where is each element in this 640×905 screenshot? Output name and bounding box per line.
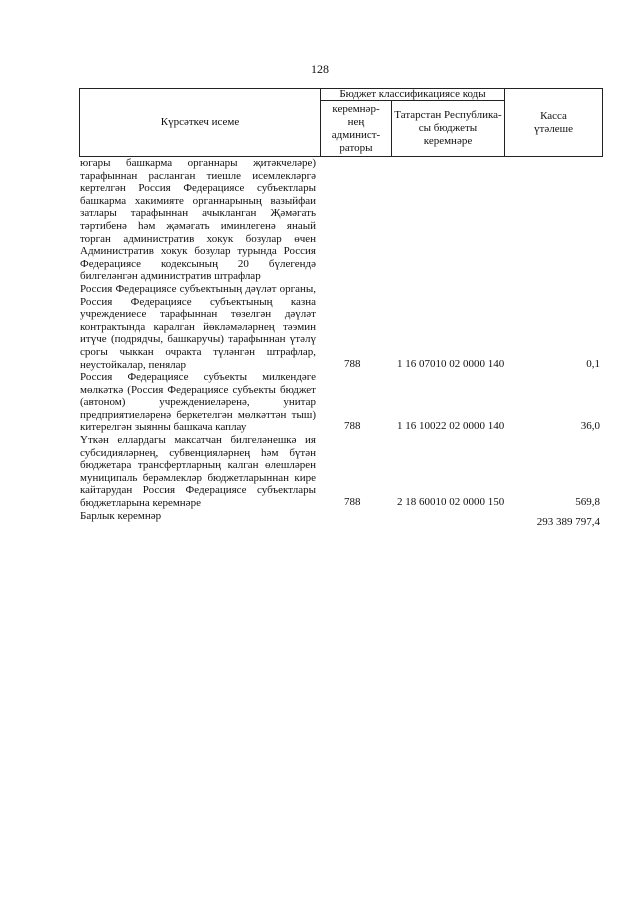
- row-description: югары башкарма органнары җитәкчеләре) тарафыннан расланган тиешле исемлекләргә кертелгән Россия Федерациясе субъектлары башкарма хакимияте органнарының вазыйфаи затлары тарафыннан ачыкланган Җәмәгать тәртибенә һәм җәмәгать иминлегенә янаый торган административ хокук бозулар өчен Административ хокук бозулар турында Россия Федерациясе кодексының 20 бүлегендә билгеләнгән административ штрафлар: [80, 157, 316, 283]
- table-row: [80, 283, 603, 371]
- table-row: [80, 434, 603, 510]
- header-indicator-name: Күрсәткеч исеме: [79, 88, 321, 157]
- table-header: [79, 88, 603, 157]
- row-income-code: 1 16 07010 02 0000 140: [397, 357, 505, 370]
- table-row: [80, 157, 603, 283]
- row-description: Россия Федерациясе субъектының дәүләт органы, Россия Федерациясе субъектының казна учреждениесе тарафыннан төзелгән дәүләт контрактында каралган йөкләмәләрнең тәэмин итүче (подрядчы, башкаручы) тарафыннан үтәлү срогы чыккан очракта түләнгән штрафлар, неустойкалар, пенялар: [80, 282, 316, 371]
- total-value: 293 389 797,4: [536, 515, 600, 528]
- row-admin-code: 788: [344, 496, 361, 509]
- header-cash-execution-text: Касса үтәлеше: [534, 109, 573, 135]
- table-body: [80, 157, 603, 526]
- page-number: 128: [311, 62, 329, 76]
- row-description: Үткән еллардагы максатчан билгеләнешкә ия субсидияләрнең, субвенцияләрнең һәм бүтән бюджетара трансфертларның калган өлешләрен муниципаль берәмлекләр бюджетларыннан кире кайтарудан Россия Федерациясе субъектлары бюджетларына керемнәре: [80, 434, 316, 510]
- header-republic-budget-revenues-text: Татарстан Республика- сы бюджеты керемнәре: [394, 109, 502, 147]
- table-row: [80, 371, 603, 434]
- row-amount: 36,0: [580, 420, 600, 433]
- total-label: Барлык керемнәр: [80, 509, 162, 522]
- header-revenue-administrators-text: керемнәр- нең админист- раторы: [331, 102, 381, 154]
- row-description: Россия Федерациясе субъекты милкендәге мөлкәткә (Россия Федерациясе субъекты бюджет (автоном) учреждениеләренә, унитар предприятиеләренә беркетелгән мөлкәттән тыш) китерелгән зыянны башкача каплау: [80, 371, 316, 434]
- row-amount: 569,8: [575, 496, 600, 509]
- row-amount: 0,1: [586, 357, 600, 370]
- row-income-code: 2 18 60010 02 0000 150: [397, 496, 505, 509]
- header-revenue-administrators: [320, 100, 392, 157]
- row-admin-code: 788: [344, 357, 361, 370]
- header-budget-classification-code: Бюджет классификациясе коды: [320, 88, 505, 101]
- total-row: [80, 510, 603, 526]
- row-admin-code: 788: [344, 420, 361, 433]
- header-republic-budget-revenues: [391, 100, 505, 157]
- row-income-code: 1 16 10022 02 0000 140: [397, 420, 505, 433]
- header-cash-execution: [504, 88, 603, 157]
